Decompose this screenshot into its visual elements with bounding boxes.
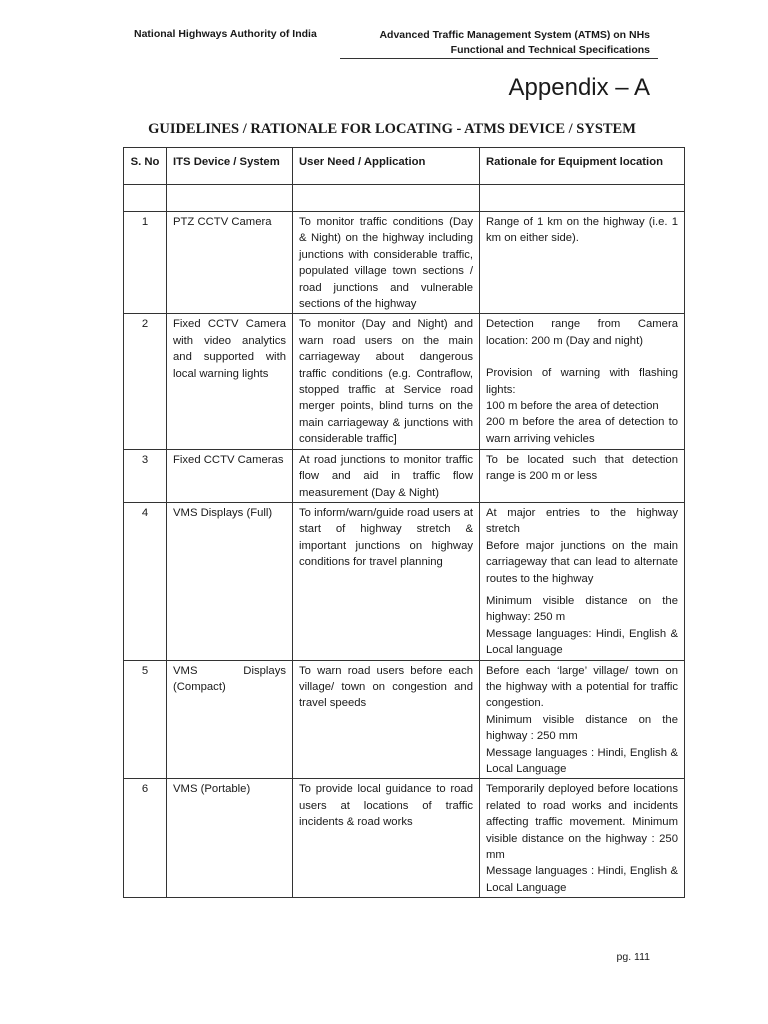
rationale-line: To be located such that detection range is 200 m or less: [486, 453, 678, 483]
page-title: GUIDELINES / RATIONALE FOR LOCATING - ATMS DEVICE / SYSTEM: [148, 121, 636, 137]
cell-sno: 5: [124, 660, 167, 779]
rationale-line: Message languages : Hindi, English & Local Language: [486, 865, 678, 894]
rationale-line: 200 m before the area of detection to warn arriving vehicles: [486, 416, 678, 445]
cell-rationale: [480, 660, 685, 779]
cell-sno: 2: [124, 314, 167, 449]
header-rule: [340, 58, 658, 59]
cell-rationale: [480, 449, 685, 502]
page-number: pg. 111: [616, 951, 650, 963]
cell-need: To inform/warn/guide road users at start of highway stretch & important junctions on highway conditions for travel planning: [293, 502, 480, 660]
cell-sno: 1: [124, 212, 167, 314]
cell-device: Fixed CCTV Cameras: [167, 449, 293, 502]
table-row: [124, 449, 685, 502]
table-header-row: [124, 148, 685, 185]
header-doc-title-line2: Functional and Technical Specifications: [450, 44, 650, 56]
rationale-line: Detection range from Camera location: 200 m (Day and night): [486, 318, 678, 347]
appendix-heading: Appendix – A: [508, 74, 650, 101]
col-header-device: ITS Device / System: [167, 148, 293, 185]
cell-need: To monitor (Day and Night) and warn road users on the main carriageway about dangerous traffic conditions (e.g. Contraflow, stopped traffic at Service road merger points, blind turns on the main carriageway & junctions with considerable traffic]: [293, 314, 480, 449]
rationale-line: Before each ‘large’ village/ town on the highway with a potential for traffic congestion.: [486, 664, 678, 710]
cell-rationale: [480, 212, 685, 314]
cell-need: To warn road users before each village/ town on congestion and travel speeds: [293, 660, 480, 779]
header-org: National Highways Authority of India: [134, 28, 317, 40]
header-doc-title-line1: Advanced Traffic Management System (ATMS) on NHs: [379, 29, 650, 41]
rationale-line: Before major junctions on the main carriageway that can lead to alternate routes to the highway: [486, 539, 678, 585]
rationale-line: 100 m before the area of detection: [486, 400, 659, 413]
rationale-line: Minimum visible distance on the highway : 250 mm: [486, 713, 678, 743]
rationale-line: Message languages: Hindi, English & Local language: [486, 627, 678, 657]
rationale-line: Temporarily deployed before locations related to road works and incidents affecting traffic movement. Minimum visible distance on the highway : 250 mm: [486, 783, 678, 862]
header-doc-title: [379, 28, 650, 58]
cell-sno: 4: [124, 502, 167, 660]
cell-rationale: [480, 502, 685, 660]
col-header-need: User Need / Application: [293, 148, 480, 185]
table-row: [124, 212, 685, 314]
cell-device: VMS (Portable): [167, 779, 293, 898]
cell-device: VMS Displays (Compact): [167, 660, 293, 779]
cell-device: PTZ CCTV Camera: [167, 212, 293, 314]
guidelines-table: [123, 147, 685, 898]
cell-device: VMS Displays (Full): [167, 502, 293, 660]
rationale-line: Minimum visible distance on the highway: 250 m: [486, 594, 678, 624]
rationale-line: Message languages : Hindi, English & Local Language: [486, 746, 678, 775]
rationale-line: At major entries to the highway stretch: [486, 506, 678, 536]
table-row: [124, 779, 685, 898]
cell-rationale: [480, 314, 685, 449]
cell-need: At road junctions to monitor traffic flow and aid in traffic flow measurement (Day & Night): [293, 449, 480, 502]
col-header-rationale: Rationale for Equipment location: [480, 148, 685, 185]
table-spacer-row: [124, 185, 685, 212]
table-row: [124, 660, 685, 779]
cell-need: To provide local guidance to road users at locations of traffic incidents & road works: [293, 779, 480, 898]
col-header-sno: S. No: [124, 148, 167, 185]
rationale-line: Range of 1 km on the highway (i.e. 1 km on either side).: [486, 216, 678, 245]
table-row: [124, 314, 685, 449]
table-row: [124, 502, 685, 660]
cell-sno: 3: [124, 449, 167, 502]
rationale-line: Provision of warning with flashing lights:: [486, 367, 678, 396]
cell-rationale: [480, 779, 685, 898]
cell-need: To monitor traffic conditions (Day & Night) on the highway including junctions with considerable traffic, populated village town sections / road junctions and vulnerable sections of the highway: [293, 212, 480, 314]
cell-device: Fixed CCTV Camera with video analytics and supported with local warning lights: [167, 314, 293, 449]
cell-sno: 6: [124, 779, 167, 898]
